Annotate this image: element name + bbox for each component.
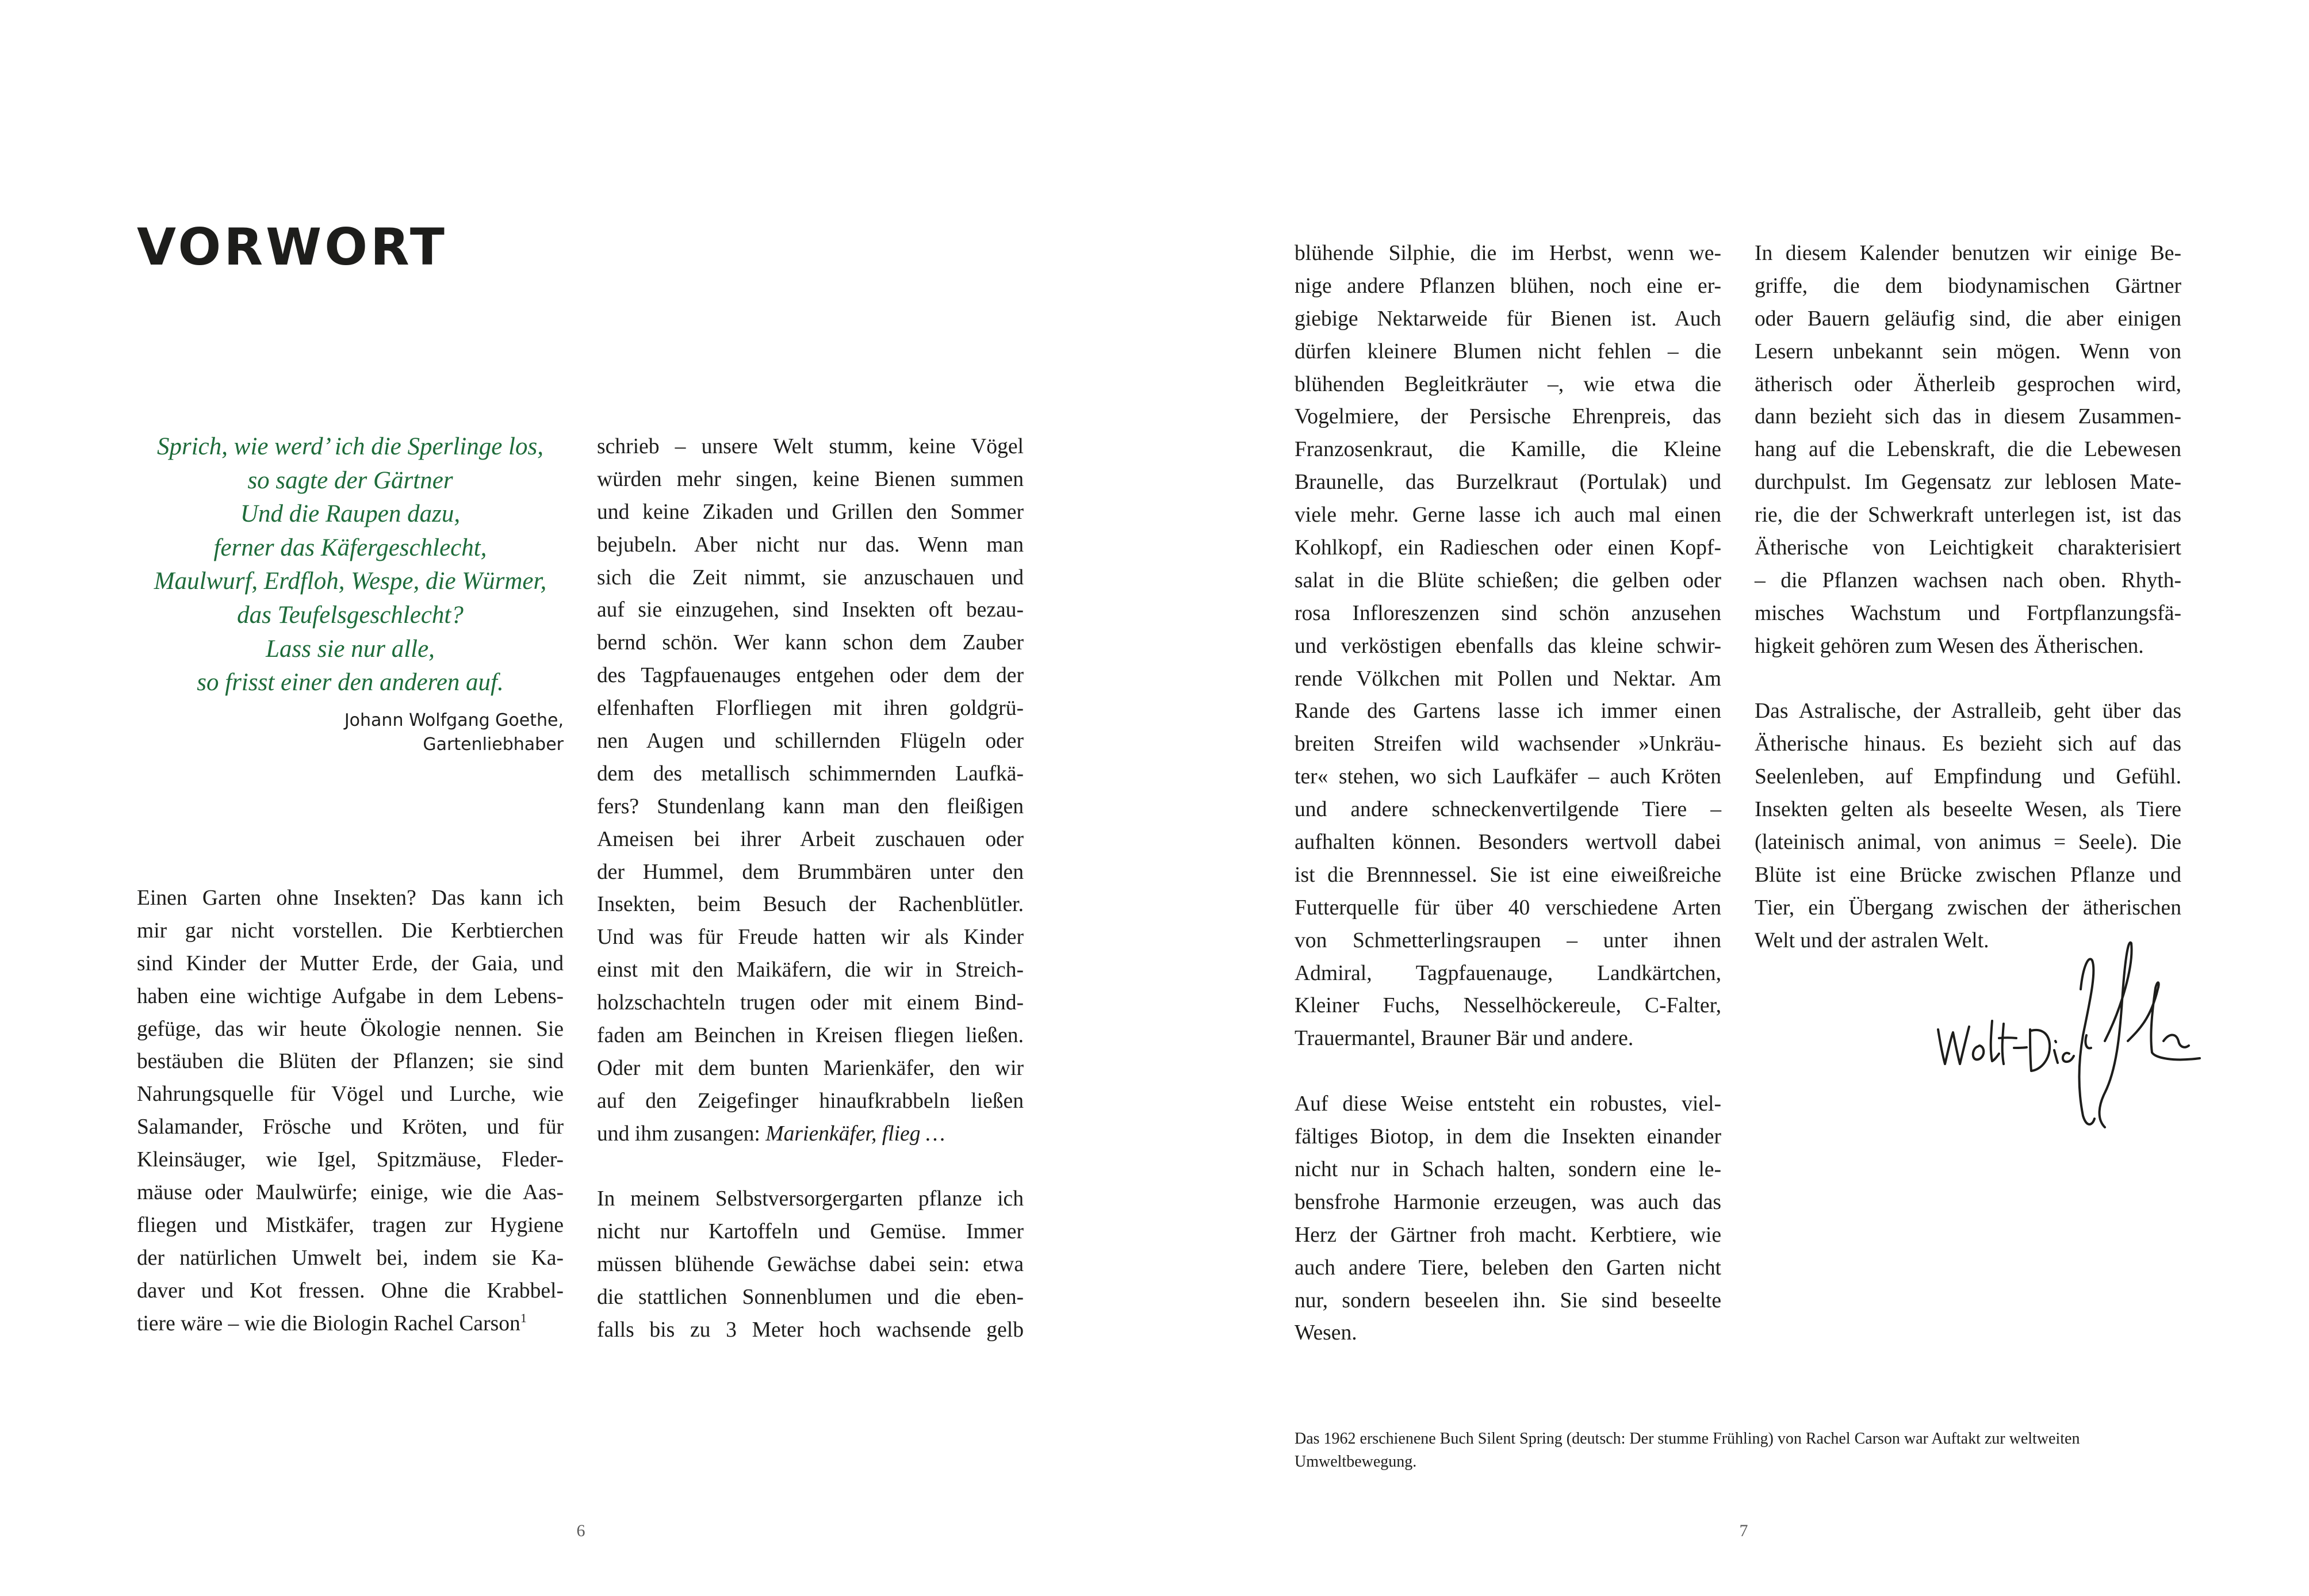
text-line: und keine Zikaden und Grillen den Sommer: [597, 500, 1024, 524]
text-line: Auf diese Weise entsteht ein robustes, viel-: [1295, 1092, 1721, 1116]
text-line: higkeit gehören zum Wesen des Ätherischen.: [1755, 634, 2144, 658]
paragraph: [1295, 238, 1721, 1055]
poem-line: das Teufelsgeschlecht?: [237, 601, 464, 629]
text-line: sind Kinder der Mutter Erde, der Gaia, und: [137, 951, 564, 975]
text-line: Futterquelle für über 40 verschiedene Arten: [1295, 895, 1721, 920]
song-quote: Marienkäfer, flieg …: [765, 1122, 945, 1146]
text-line: rende Völkchen mit Pollen und Nektar. Am: [1295, 667, 1721, 691]
text-line: fältiges Biotop, in dem die Insekten einander: [1295, 1125, 1721, 1149]
text-line-content: tiere wäre – wie die Biologin Rachel Carson: [137, 1311, 520, 1335]
text-line: Braunelle, das Burzelkraut (Portulak) und: [1295, 470, 1721, 495]
text-line: Ätherische von Leichtigkeit charakterisiert: [1755, 536, 2181, 560]
text-line: Ameisen bei ihrer Arbeit zuschauen oder: [597, 827, 1024, 851]
text-column-4: [1755, 238, 2181, 958]
text-line: Franzosenkraut, die Kamille, die Kleine: [1295, 438, 1721, 462]
text-line: bernd schön. Wer kann schon dem Zauber: [597, 631, 1024, 655]
poem-attribution: [230, 709, 564, 757]
poem-line: Sprich, wie werd’ ich die Sperlinge los,: [157, 433, 543, 460]
text-line: des Tagpfauenauges entgehen oder dem der: [597, 664, 1024, 688]
text-line: auch andere Tiere, beleben den Garten nicht: [1295, 1256, 1721, 1280]
text-line: Seelenleben, auf Empfindung und Gefühl.: [1755, 765, 2181, 789]
text-line: [137, 1308, 564, 1341]
text-line: giebige Nektarweide für Bienen ist. Auch: [1295, 307, 1721, 331]
text-line: nur, sondern beseelen ihn. Sie sind beseelte: [1295, 1288, 1721, 1312]
poem-line: ferner das Käfergeschlecht,: [213, 534, 487, 561]
text-line: die stattlichen Sonnenblumen und die eben-: [597, 1285, 1024, 1310]
text-line: Das Astralische, der Astralleib, geht über das: [1755, 699, 2181, 724]
text-line: nige andere Pflanzen blühen, noch eine er-: [1295, 274, 1721, 298]
text-line: haben eine wichtige Aufgabe in dem Lebens-: [137, 984, 564, 1008]
text-line: hang auf die Lebenskraft, die die Lebewesen: [1755, 438, 2181, 462]
text-line: schrieb – unsere Welt stumm, keine Vögel: [597, 435, 1024, 458]
page-number: 6: [576, 1521, 585, 1540]
text-line: Trauermantel, Brauner Bär und andere.: [1295, 1027, 1634, 1051]
text-line: Welt und der astralen Welt.: [1755, 928, 1989, 952]
text-line: faden am Beinchen in Kreisen fliegen ließen.: [597, 1024, 1024, 1048]
text-line: auf sie einzugehen, sind Insekten oft bezau-: [597, 598, 1024, 622]
poem-line: so sagte der Gärtner: [247, 466, 453, 494]
text-line: [597, 1118, 1024, 1151]
paragraph: [597, 431, 1024, 1151]
poem-line: so frisst einer den anderen auf.: [197, 669, 504, 696]
text-line: Kleiner Fuchs, Nesselhöckereule, C-Falter,: [1295, 994, 1721, 1018]
text-line: mir gar nicht vorstellen. Die Kerbtierchen: [137, 918, 564, 943]
poem-line: Maulwurf, Erdfloh, Wespe, die Würmer,: [154, 568, 547, 595]
text-line: fers? Stundenlang kann man den fleißigen: [597, 794, 1024, 818]
text-line: daver und Kot fressen. Ohne die Krabbel-: [137, 1279, 564, 1303]
text-line: In diesem Kalender benutzen wir einige Be-: [1755, 242, 2181, 265]
text-line: einst mit den Maikäfern, die wir in Streich-: [597, 958, 1024, 982]
text-line: ätherisch oder Ätherleib gesprochen wird,: [1755, 372, 2181, 396]
text-line: Tier, ein Übergang zwischen der ätherischen: [1755, 895, 2181, 920]
text-line: nicht nur Kartoffeln und Gemüse. Immer: [597, 1220, 1024, 1244]
goethe-poem: [137, 430, 564, 700]
text-line: viele mehr. Gerne lasse ich auch mal einen: [1295, 503, 1721, 527]
text-line: nicht nur in Schach halten, sondern eine le-: [1295, 1157, 1721, 1181]
text-line: bejubeln. Aber nicht nur das. Wenn man: [597, 533, 1024, 557]
text-line: rie, die der Schwerkraft unterlegen ist, ist das: [1755, 503, 2181, 527]
poem-author-role: Gartenliebhaber: [423, 734, 564, 755]
text-line: durchpulst. Im Gegensatz zur leblosen Mate-: [1755, 470, 2181, 495]
text-line: Kohlkopf, ein Radieschen oder einen Kopf-: [1295, 536, 1721, 560]
footnote: Das 1962 erschienene Buch Silent Spring (deutsch: Der stumme Frühling) von Rachel Carson war Auftakt zur weltweiten Umweltbewegung.: [1295, 1430, 2080, 1471]
text-line: mäuse oder Maulwürfe; einige, wie die Aas-: [137, 1181, 564, 1205]
text-line: Nahrungsquelle für Vögel und Lurche, wie: [137, 1082, 564, 1107]
text-line: Ätherische hinaus. Es bezieht sich auf das: [1755, 732, 2181, 756]
text-line: Wesen.: [1295, 1321, 1357, 1345]
text-line: breiten Streifen wild wachsender »Unkräu-: [1295, 732, 1721, 756]
paragraph: [1755, 238, 2181, 663]
text-line: rosa Infloreszenzen sind schön anzusehen: [1295, 601, 1721, 625]
text-line: In meinem Selbstversorgergarten pflanze ich: [597, 1187, 1024, 1211]
text-line: dürfen kleinere Blumen nicht fehlen – die: [1295, 339, 1721, 363]
text-line: Rande des Gartens lasse ich immer einen: [1295, 699, 1721, 724]
poem-line: Und die Raupen dazu,: [240, 500, 461, 528]
text-line: ter« stehen, wo sich Laufkäfer – auch Kröten: [1295, 765, 1721, 789]
poem-author: Johann Wolfgang Goethe,: [344, 710, 564, 730]
text-line: sich die Zeit nimmt, sie anzuschauen und: [597, 565, 1024, 590]
paragraph: [1295, 1088, 1721, 1350]
text-line: auf den Zeigefinger hinaufkrabbeln ließen: [597, 1089, 1024, 1113]
text-line: Lesern unbekannt sein mögen. Wenn von: [1755, 339, 2181, 363]
text-line: ist die Brennnessel. Sie ist eine eiweißreiche: [1295, 863, 1721, 887]
text-line: blühende Silphie, die im Herbst, wenn we-: [1295, 242, 1721, 265]
footnote-reference: 1: [520, 1310, 527, 1325]
text-line: Einen Garten ohne Insekten? Das kann ich: [137, 886, 564, 910]
text-line: blühenden Begleitkräuter –, wie etwa die: [1295, 372, 1721, 396]
text-line: falls bis zu 3 Meter hoch wachsende gelb: [597, 1318, 1024, 1342]
text-line: gefüge, das wir heute Ökologie nennen. Sie: [137, 1017, 564, 1041]
text-line: elfenhaften Florfliegen mit ihren goldgrü-: [597, 696, 1024, 721]
text-line: würden mehr singen, keine Bienen summen: [597, 467, 1024, 491]
text-line: der Hummel, dem Brummbären unter den: [597, 860, 1024, 884]
text-line: Kleinsäuger, wie Igel, Spitzmäuse, Fleder-: [137, 1148, 564, 1172]
text-line: dem des metallisch schimmernden Laufkä-: [597, 761, 1024, 786]
text-line: aufhalten können. Besonders wertvoll dabei: [1295, 830, 1721, 855]
paragraph: [597, 1183, 1024, 1346]
text-line: und andere schneckenvertilgende Tiere –: [1295, 798, 1721, 822]
text-line: Vogelmiere, der Persische Ehrenpreis, das: [1295, 405, 1721, 429]
page-title: VORWORT: [137, 217, 447, 277]
text-line: griffe, die dem biodynamischen Gärtner: [1755, 274, 2181, 298]
text-line: und verköstigen ebenfalls das kleine schwir-: [1295, 634, 1721, 658]
text-line: Herz der Gärtner froh macht. Kerbtiere, wie: [1295, 1223, 1721, 1247]
text-line-content: und ihm zusangen:: [597, 1122, 760, 1146]
text-column-3: [1295, 238, 1721, 1350]
text-line: Oder mit dem bunten Marienkäfer, den wir: [597, 1056, 1024, 1080]
text-line: bestäuben die Blüten der Pflanzen; sie sind: [137, 1050, 564, 1074]
page-number: 7: [1739, 1521, 1748, 1540]
text-line: bensfrohe Harmonie erzeugen, was auch das: [1295, 1190, 1721, 1214]
text-column-2: [597, 431, 1024, 1347]
text-line: Insekten gelten als beseelte Wesen, als Tiere: [1755, 798, 2181, 822]
text-line: Salamander, Frösche und Kröten, und für: [137, 1115, 564, 1139]
text-line: (lateinisch animal, von animus = Seele). Die: [1755, 830, 2181, 855]
text-line: holzschachteln trugen oder mit einem Bind-: [597, 991, 1024, 1015]
text-line: dann bezieht sich das in diesem Zusammen-: [1755, 405, 2181, 429]
text-line: der natürlichen Umwelt bei, indem sie Ka-: [137, 1246, 564, 1270]
paragraph: [137, 882, 564, 1340]
text-column-1: [137, 882, 564, 1340]
poem-line: Lass sie nur alle,: [266, 635, 435, 663]
text-line: oder Bauern geläufig sind, die aber einigen: [1755, 307, 2181, 331]
text-line: Blüte ist eine Brücke zwischen Pflanze und: [1755, 863, 2181, 887]
text-line: Admiral, Tagpfauenauge, Landkärtchen,: [1295, 961, 1721, 985]
paragraph: [1755, 695, 2181, 957]
text-line: von Schmetterlingsraupen – unter ihnen: [1295, 928, 1721, 952]
text-line: Insekten, beim Besuch der Rachenblütler.: [597, 893, 1024, 917]
text-line: nen Augen und schillernden Flügeln oder: [597, 729, 1024, 753]
text-line: misches Wachstum und Fortpflanzungsfä-: [1755, 601, 2181, 625]
text-line: müssen blühende Gewächse dabei sein: etwa: [597, 1253, 1024, 1277]
text-line: salat in die Blüte schießen; die gelben oder: [1295, 568, 1721, 592]
text-line: – die Pflanzen wachsen nach oben. Rhyth-: [1755, 568, 2181, 592]
author-signature: [1932, 920, 2203, 1139]
text-line: fliegen und Mistkäfer, tragen zur Hygiene: [137, 1213, 564, 1237]
text-line: Und was für Freude hatten wir als Kinder: [597, 925, 1024, 950]
